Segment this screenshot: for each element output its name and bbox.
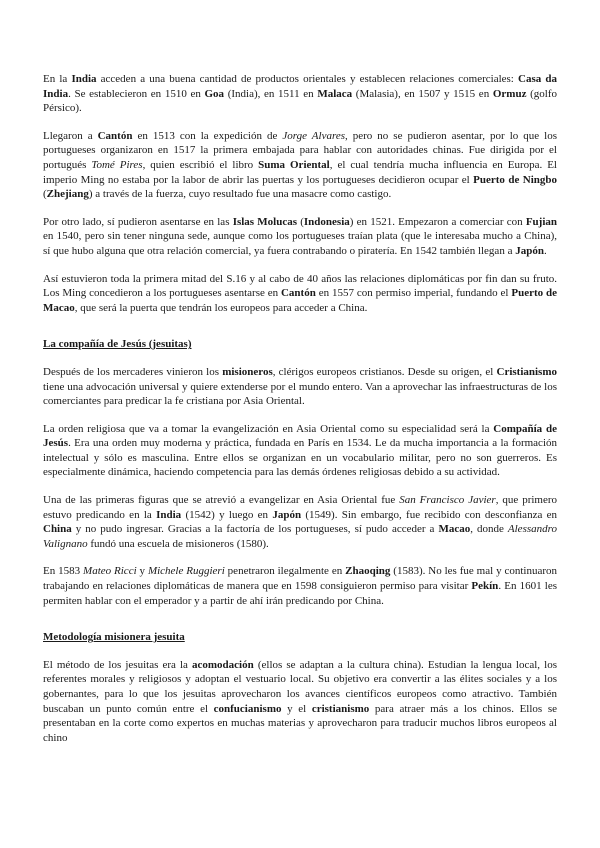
- italic-text: Mateo Ricci: [83, 565, 137, 578]
- bold-text: Puerto de Ningbo: [473, 173, 557, 186]
- text-run: Una de las primeras figuras que se atrevió a evangelizar en Asia Oriental fue: [43, 494, 400, 507]
- paragraph-acomodacion: [43, 658, 557, 746]
- paragraph-canton: [43, 129, 557, 202]
- bold-text: Indonesia: [303, 215, 350, 228]
- bold-text: Japón: [272, 508, 302, 521]
- italic-text: Tomé Pires: [91, 158, 143, 171]
- text-run: , que primero estuvo predicando en la: [43, 494, 558, 521]
- bold-text: Puerto de Macao: [43, 287, 557, 314]
- text-run: (1542) y luego en: [181, 508, 273, 521]
- text-run: tiene una advocación universal y quiere extenderse por el mundo entero. Van a aprovechar las infraestructuras de los comerciantes para predicar la fe cristiana por Asia Oriental.: [43, 380, 557, 408]
- bold-text: Macao: [438, 523, 471, 536]
- italic-text: Jorge Alvares: [282, 129, 345, 142]
- bold-text: acomodación: [192, 658, 254, 671]
- text-run: , quien escribió el libro: [142, 158, 259, 171]
- text-run: fundó una escuela de misioneros (1580).: [87, 537, 269, 550]
- text-run: El método de los jesuitas era la: [43, 658, 193, 671]
- bold-text: Malaca: [317, 87, 353, 100]
- text-run: (golfo Pérsico).: [43, 87, 557, 115]
- bold-text: Cantón: [97, 129, 133, 142]
- text-run: y no pudo ingresar. Gracias a la factoría de los portugueses, sí pudo acceder a: [71, 523, 439, 536]
- bold-text: Casa da India: [43, 73, 557, 100]
- text-run: en 1540, pero sin tener ninguna sede, aunque como los portugueses traían plata (que le interesaba mucho a China), sí que hubo alguna que otra relación comercial, ya fuera contrabando o piratería. En 1542 también llegan a: [43, 230, 557, 257]
- text-run: en 1557 con permiso imperial, fundando el: [315, 287, 512, 300]
- bold-text: Cantón: [280, 287, 316, 300]
- text-run: (Malasia), en 1507 y 1515 en: [352, 87, 493, 100]
- text-run: , pero no se pudieron asentar, por lo que los portugueses organizaron en 1517 la primera embajada para hablar con autoridades chinas. Fue dirigida por el portugués: [43, 129, 557, 171]
- text-run: Por otro lado, sí pudieron asentarse en las: [43, 215, 233, 228]
- text-run: ) en 1521. Empezaron a comerciar con: [349, 215, 526, 228]
- text-run: En la: [43, 73, 72, 85]
- bold-text: Ormuz: [492, 87, 527, 100]
- text-run: .: [543, 244, 547, 257]
- text-run: , clérigos europeos cristianos. Desde su origen, el: [272, 365, 497, 378]
- bold-text: Goa: [204, 87, 225, 100]
- paragraph-compania: [43, 422, 557, 480]
- text-run: y: [136, 565, 148, 578]
- text-run: Llegaron a: [43, 129, 98, 142]
- bold-text: Zhaoqing: [345, 565, 391, 578]
- text-run: , que será la puerta que tendrán los europeos para acceder a China.: [74, 301, 368, 314]
- italic-text: San Francisco Javier: [399, 494, 496, 507]
- paragraph-india: [43, 72, 557, 116]
- bold-text: confucianismo: [213, 702, 282, 715]
- text-run: . Se establecieron en 1510 en: [68, 87, 205, 100]
- bold-text: Islas Molucas: [232, 215, 298, 228]
- bold-text: China: [43, 523, 72, 536]
- document-page: [43, 72, 557, 758]
- bold-text: Suma Oriental: [258, 158, 330, 171]
- bold-text: Japón: [515, 244, 544, 257]
- bold-text: cristianismo: [311, 702, 370, 715]
- text-run: La compañía de Jesús (jesuitas): [43, 338, 192, 351]
- text-run: (1549). Sin embargo, fue recibido con desconfianza en: [301, 508, 558, 521]
- section-heading-jesuitas: [43, 337, 557, 352]
- text-run: La orden religiosa que va a tomar la evangelización en Asia Oriental como su especialidad será la: [43, 422, 494, 435]
- paragraph-molucas: [43, 215, 557, 259]
- text-run: . En 1601 les permiten hablar con el emperador y a partir de ahí irán predicando por China.: [43, 580, 557, 607]
- text-run: Así estuvieron toda la primera mitad del S.16 y al cabo de 40 años las relaciones diplomáticas por fin dan su fruto. Los Ming concedieron a los portugueses asentarse en: [43, 272, 557, 300]
- bold-text: India: [71, 73, 97, 85]
- bold-text: Pekín: [471, 580, 499, 593]
- paragraph-misioneros: [43, 365, 557, 409]
- text-run: para atraer más a los chinos. Ellos se presentaban en la corte como expertos en muchas materias y aprovecharon para traducir muchos libros europeos al chino: [43, 702, 557, 744]
- bold-text: Fujian: [525, 215, 557, 228]
- bold-text: misioneros: [222, 365, 273, 378]
- bold-text: India: [156, 508, 182, 521]
- italic-text: Alessandro Valignano: [43, 523, 557, 550]
- text-run: penetraron ilegalmente en: [224, 565, 346, 578]
- text-run: en 1513 con la expedición de: [132, 129, 283, 142]
- paragraph-ricci: [43, 564, 557, 608]
- bold-text: Zhejiang: [46, 188, 89, 201]
- text-run: . Era una orden muy moderna y práctica, fundada en París en 1534. Le da mucha importancia a la formación intelectual y sólo es masculina. Entre ellos se organizan en un vocabulario militar, pero no son guerreros. Es especialmente dinámica, haciendo competencia para las demás órdenes religiosas debido a su actividad.: [43, 437, 557, 479]
- text-run: (ellos se adaptan a la cultura china). Estudian la lengua local, los referentes morales y religiosos y adoptan el vestuario local. Su objetivo era convertir a las élites sociales y a los gobernantes, para lo que los jesuitas aprovecharon los avances científicos europeos como atractivo. También buscaban un punto común entre el: [43, 658, 557, 715]
- text-run: Después de los mercaderes vinieron los: [43, 365, 223, 378]
- text-run: Metodología misionera jesuita: [43, 631, 185, 644]
- text-run: , el cual tendría mucha influencia en Europa. El imperio Ming no estaba por la labor de abrir las puertas y los portugueses decidieron ocupar el: [43, 158, 557, 186]
- text-run: ) a través de la fuerza, cuyo resultado fue una masacre como castigo.: [88, 188, 392, 201]
- text-run: , donde: [470, 523, 508, 536]
- text-run: (: [297, 215, 304, 228]
- text-run: (India), en 1511 en: [224, 87, 318, 100]
- bold-text: Cristianismo: [496, 365, 557, 378]
- bold-text: Compañía de Jesús: [43, 422, 557, 450]
- paragraph-javier: [43, 493, 557, 551]
- text-run: (1583). No les fue mal y continuaron trabajando en relaciones diplomáticas de manera que en 1598 consiguieron permiso para visitar: [43, 565, 558, 593]
- text-run: En 1583: [43, 565, 84, 578]
- italic-text: Michele Ruggieri: [147, 565, 225, 578]
- text-run: acceden a una buena cantidad de productos orientales y establecen relaciones comerciales:: [96, 73, 518, 85]
- text-run: (: [43, 188, 47, 201]
- section-heading-metodologia: [43, 630, 557, 645]
- paragraph-macao: [43, 272, 557, 316]
- text-run: y el: [281, 702, 312, 715]
